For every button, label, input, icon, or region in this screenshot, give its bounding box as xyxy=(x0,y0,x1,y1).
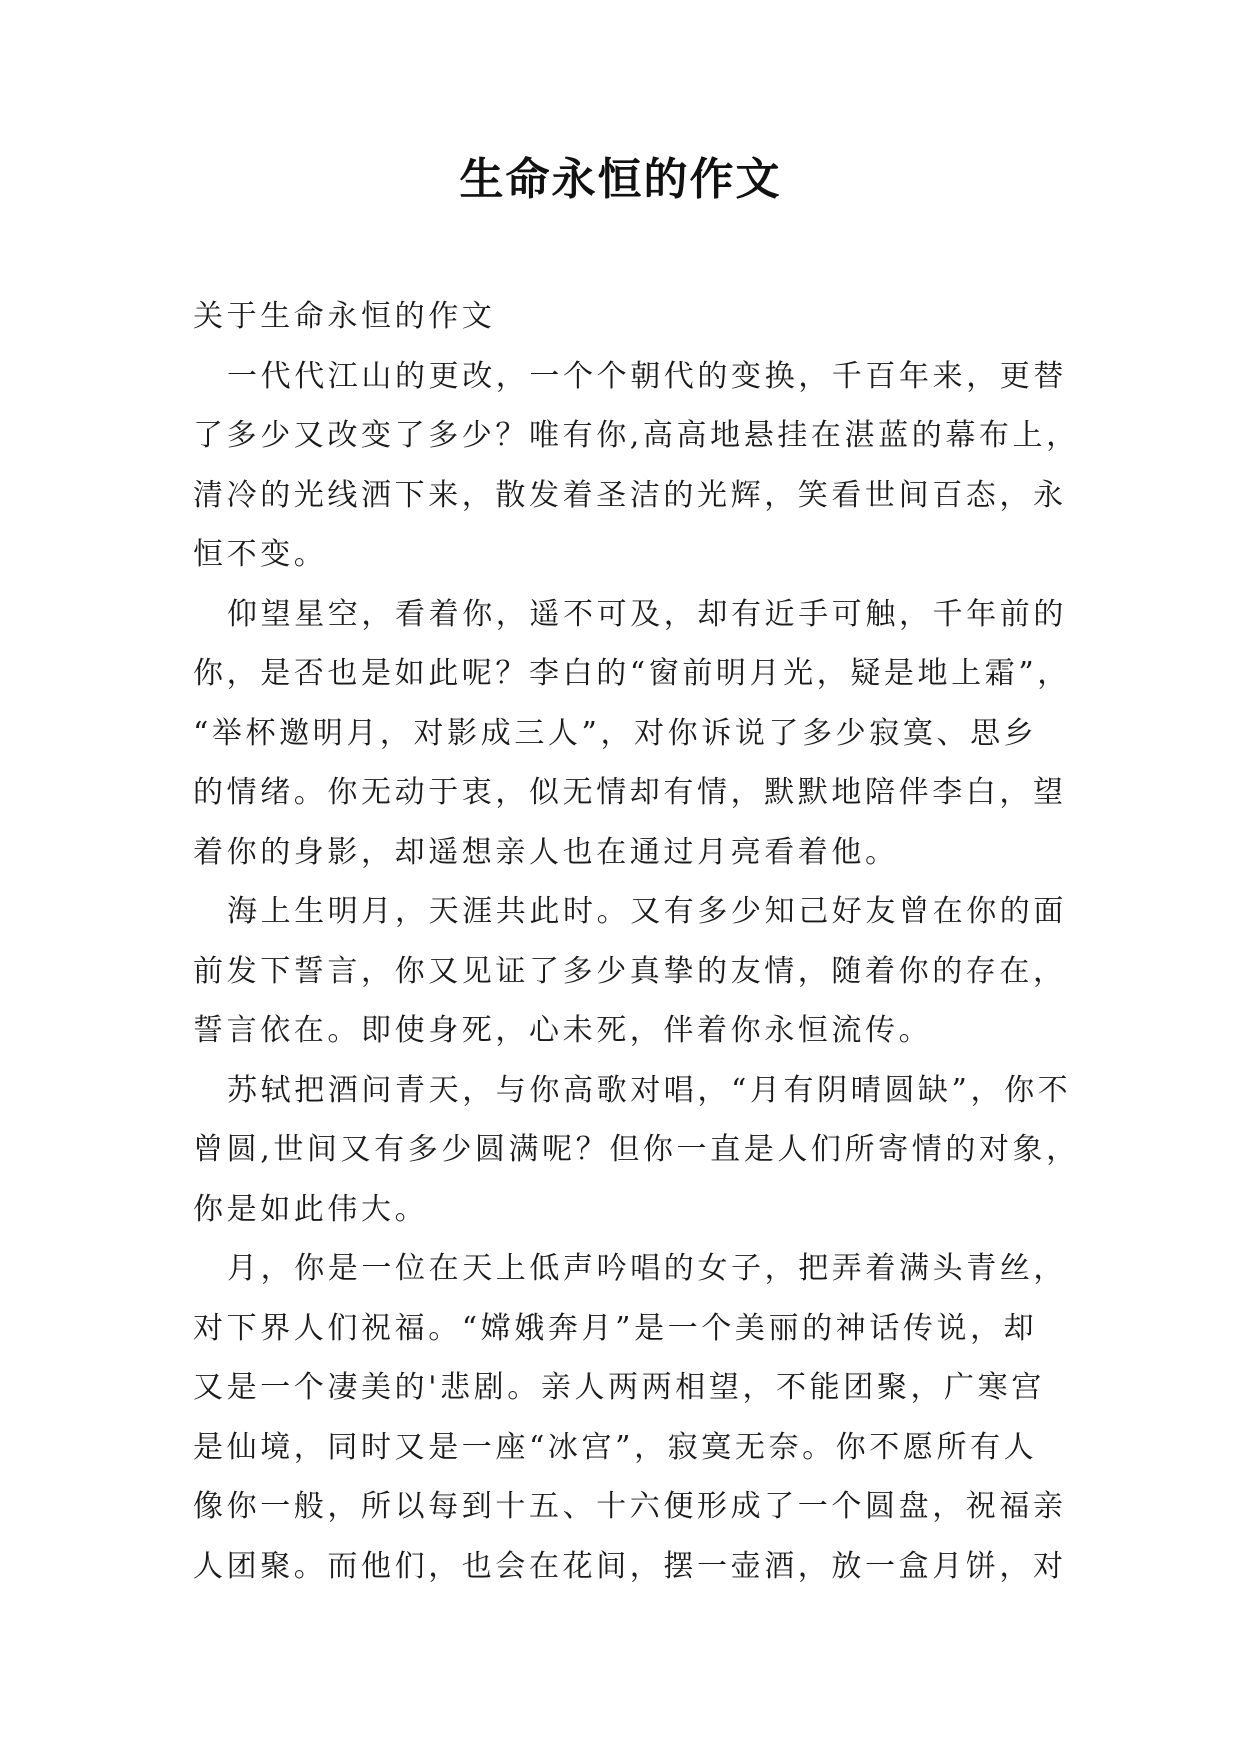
paragraph-line: 月，你是一位在天上低声吟唱的女子，把弄着满头青丝， xyxy=(227,1251,1067,1286)
paragraph-line: 海上生明月，天涯共此时。又有多少知己好友曾在你的面 xyxy=(227,894,1067,929)
paragraph-line: 又是一个凄美的'悲剧。亲人两两相望，不能团聚，广寒宫 xyxy=(193,1370,1045,1405)
paragraph-line: 苏轼把酒问青天，与你高歌对唱，“月有阴晴圆缺”，你不 xyxy=(227,1072,1072,1108)
document-body xyxy=(193,287,1080,1596)
subtitle-line: 关于生命永恒的作文 xyxy=(193,299,496,334)
paragraph-line: 你，是否也是如此呢？李白的“窗前明月光，疑是地上霜”， xyxy=(193,656,1071,691)
document-title: 生命永恒的作文 xyxy=(459,154,782,205)
paragraph-line: 恒不变。 xyxy=(193,537,328,572)
paragraph-line: 清冷的光线洒下来，散发着圣洁的光辉，笑看世间百态，永 xyxy=(193,477,1067,513)
paragraph-line: 仰望星空，看着你，遥不可及，却有近手可触，千年前的 xyxy=(227,596,1067,632)
paragraph-line: 的情绪。你无动于衷，似无情却有情，默默地陪伴李白，望 xyxy=(193,775,1067,810)
paragraph-line: 对下界人们祝福。“嫦娥奔月”是一个美丽的神话传说，却 xyxy=(193,1310,1038,1346)
paragraph-line: 人团聚。而他们，也会在花间，摆一壶酒，放一盒月饼，对 xyxy=(193,1548,1067,1584)
paragraph-line: 了多少又改变了多少？唯有你,高高地悬挂在湛蓝的幕布上， xyxy=(193,418,1080,453)
paragraph-line: 誓言依在。即使身死，心未死，伴着你永恒流传。 xyxy=(193,1013,933,1048)
paragraph-line: 像你一般，所以每到十五、十六便形成了一个圆盘，祝福亲 xyxy=(193,1489,1067,1524)
paragraph-line: “举杯邀明月，对影成三人”，对你诉说了多少寂寞、思乡 xyxy=(193,715,1038,751)
paragraph-line: 是仙境，同时又是一座“冰宫”，寂寞无奈。你不愿所有人 xyxy=(193,1429,1038,1465)
paragraph-line: 一代代江山的更改，一个个朝代的变换，千百年来，更替 xyxy=(227,358,1067,394)
paragraph-line: 着你的身影，却遥想亲人也在通过月亮看着他。 xyxy=(193,834,899,870)
paragraph-line: 前发下誓言，你又见证了多少真挚的友情，随着你的存在， xyxy=(193,953,1067,989)
paragraph-line: 曾圆,世间又有多少圆满呢？但你一直是人们所寄情的对象， xyxy=(193,1132,1080,1167)
paragraph-line: 你是如此伟大。 xyxy=(193,1191,429,1227)
